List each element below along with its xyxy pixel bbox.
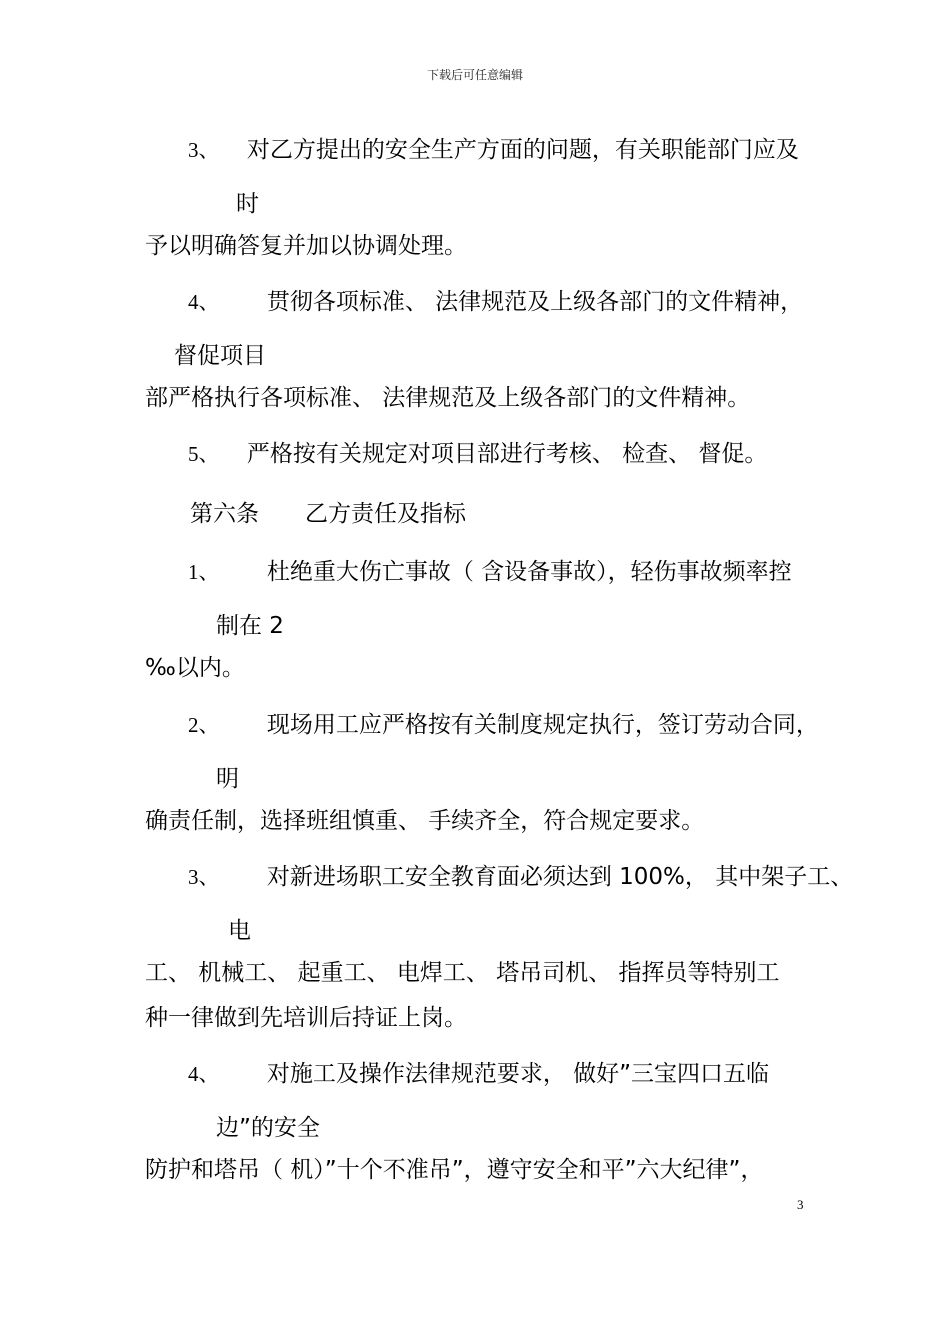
line-text: 杜绝重大伤亡事故（ 含设备事故），轻伤事故频率控 (266, 559, 792, 585)
line-text: 现场用工应严格按有关制度规定执行，签订劳动合同， (266, 712, 819, 738)
item-number: 1、 (188, 560, 220, 584)
paragraph-line (188, 440, 767, 468)
item-number: 3、 (188, 138, 220, 162)
line-text: 严格按有关规定对项目部进行考核、 检查、 督促。 (246, 441, 768, 467)
paragraph-line: 时 (236, 191, 259, 217)
paragraph-line: 部严格执行各项标准、 法律规范及上级各部门的文件精神。 (145, 385, 751, 411)
paragraph-line (188, 136, 799, 164)
paragraph-line: 种一律做到先培训后持证上岗。 (145, 1005, 467, 1031)
item-number: 2、 (188, 713, 220, 737)
paragraph-line: 工、 机械工、 起重工、 电焊工、 塔吊司机、 指挥员等特别工 (145, 960, 780, 986)
paragraph-line: 确责任制，选择班组慎重、 手续齐全，符合规定要求。 (145, 808, 705, 834)
paragraph-line: 防护和塔吊（ 机）”十个不准吊”，遵守安全和平”六大纪律”， (145, 1157, 764, 1183)
item-number: 4、 (188, 1062, 220, 1086)
paragraph-line: 边”的安全 (216, 1115, 320, 1141)
paragraph-line: 制在 2 (216, 613, 284, 639)
paragraph-line (188, 1060, 769, 1088)
line-text: 对新进场职工安全教育面必须达到 100%， 其中架子工、 (266, 864, 854, 890)
item-number: 5、 (188, 442, 220, 466)
paragraph-line: 督促项目 (174, 343, 266, 369)
line-text: 对施工及操作法律规范要求， 做好”三宝四口五临 (266, 1061, 770, 1087)
paragraph-line (188, 711, 819, 739)
line-text: 贯彻各项标准、 法律规范及上级各部门的文件精神， (266, 289, 804, 315)
paragraph-line: 电 (228, 918, 251, 944)
paragraph-line: 明 (216, 766, 239, 792)
paragraph-line: 予以明确答复并加以协调处理。 (145, 233, 467, 259)
line-text: 对乙方提出的安全生产方面的问题，有关职能部门应及 (246, 137, 799, 163)
item-number: 3、 (188, 865, 220, 889)
section-heading: 第六条 乙方责任及指标 (190, 501, 466, 527)
paragraph-line: ‰以内。 (145, 655, 245, 681)
paragraph-line (188, 288, 803, 316)
paragraph-line (188, 863, 853, 891)
paragraph-line (188, 558, 792, 586)
item-number: 4、 (188, 290, 220, 314)
page-header: 下载后可任意编辑 (426, 68, 523, 82)
page-number: 3 (797, 1197, 804, 1212)
